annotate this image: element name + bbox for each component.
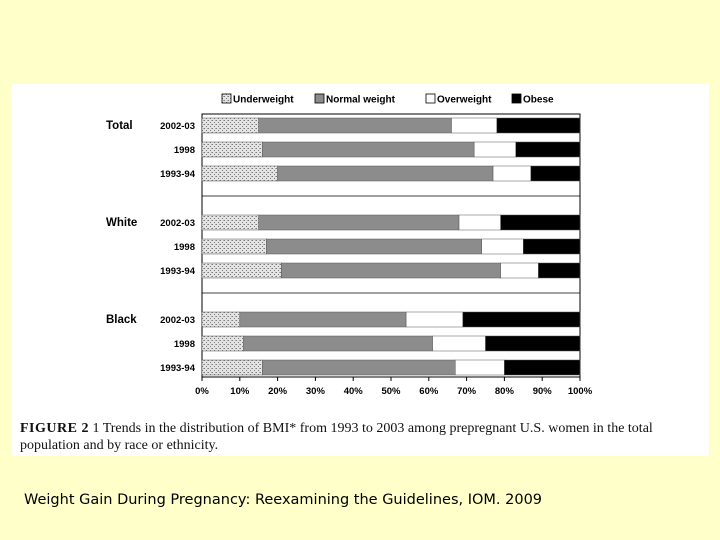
plot-area xyxy=(202,114,580,377)
x-tick-label: 70% xyxy=(457,386,477,397)
legend xyxy=(222,94,554,106)
bar-segment-black-1993-94-underweight xyxy=(202,360,262,375)
legend-label-normal-weight: Normal weight xyxy=(326,94,395,106)
row-label-total-1993-94: 1993-94 xyxy=(160,169,195,180)
bar-segment-total-1993-94-normal-weight xyxy=(278,166,493,181)
bar-segment-black-1998-obese xyxy=(486,336,581,351)
bar-segment-total-1998-normal-weight xyxy=(262,142,474,157)
legend-label-underweight: Underweight xyxy=(233,94,294,106)
bar-segment-white-1993-94-overweight xyxy=(501,263,539,278)
bar-segment-white-1993-94-normal-weight xyxy=(281,263,500,278)
group-label-white: White xyxy=(106,217,138,229)
bar-segment-total-1993-94-overweight xyxy=(493,166,531,181)
bar-segment-white-1998-underweight xyxy=(202,239,266,254)
bar-segment-black-2002-03-obese xyxy=(463,312,580,327)
x-tick-label: 20% xyxy=(268,386,288,397)
bar-segment-white-2002-03-normal-weight xyxy=(259,215,459,230)
figure-caption xyxy=(20,420,700,454)
bar-segment-total-1993-94-obese xyxy=(531,166,580,181)
group-label-black: Black xyxy=(106,314,137,326)
x-tick-label: 100% xyxy=(567,386,593,397)
bar-segment-total-2002-03-normal-weight xyxy=(259,118,452,133)
legend-swatch-underweight xyxy=(222,94,231,103)
bar-segment-white-1998-normal-weight xyxy=(266,239,481,254)
bar-segment-black-1993-94-normal-weight xyxy=(262,360,455,375)
row-label-black-2002-03: 2002-03 xyxy=(160,315,195,326)
caption-text: 1 Trends in the distribution of BMI* from 1993 to 2003 among prepregnant U.S. women in the total population and by race or ethnicity. xyxy=(20,421,653,453)
bar-segment-total-2002-03-obese xyxy=(497,118,580,133)
bar-segment-black-1993-94-overweight xyxy=(455,360,504,375)
x-tick-label: 80% xyxy=(494,386,514,397)
legend-label-obese: Obese xyxy=(523,94,554,106)
bar-segment-total-1998-underweight xyxy=(202,142,262,157)
legend-swatch-obese xyxy=(512,94,521,103)
row-label-black-1993-94: 1993-94 xyxy=(160,363,195,374)
row-label-black-1998: 1998 xyxy=(173,339,195,350)
bar-segment-black-1993-94-obese xyxy=(504,360,580,375)
bar-segment-white-1993-94-underweight xyxy=(202,263,281,278)
x-tick-label: 50% xyxy=(381,386,401,397)
x-tick-label: 30% xyxy=(305,386,325,397)
x-tick-label: 0% xyxy=(195,386,209,397)
legend-swatch-normal-weight xyxy=(315,94,324,103)
bar-segment-total-1998-overweight xyxy=(474,142,516,157)
bar-segment-total-1993-94-underweight xyxy=(202,166,278,181)
bar-segment-white-2002-03-underweight xyxy=(202,215,259,230)
bar-segment-white-1993-94-obese xyxy=(538,263,580,278)
bar-segment-total-1998-obese xyxy=(516,142,580,157)
x-axis xyxy=(195,377,593,397)
legend-label-overweight: Overweight xyxy=(437,94,492,106)
bar-segment-white-1998-overweight xyxy=(482,239,524,254)
bar-segment-black-1998-normal-weight xyxy=(244,336,433,351)
legend-swatch-overweight xyxy=(426,94,435,103)
x-tick-label: 40% xyxy=(343,386,363,397)
x-tick-label: 60% xyxy=(419,386,439,397)
x-tick-label: 10% xyxy=(230,386,250,397)
caption-label: FIGURE 2 xyxy=(20,421,89,436)
row-label-total-1998: 1998 xyxy=(173,145,195,156)
group-label-total: Total xyxy=(106,120,133,132)
source-citation: Weight Gain During Pregnancy: Reexamining the Guidelines, IOM. 2009 xyxy=(24,492,543,508)
bar-segment-white-2002-03-obese xyxy=(501,215,580,230)
bar-segment-total-2002-03-underweight xyxy=(202,118,259,133)
row-labels xyxy=(106,120,196,374)
bar-segment-black-1998-overweight xyxy=(433,336,486,351)
x-tick-label: 90% xyxy=(532,386,552,397)
bar-segment-black-2002-03-normal-weight xyxy=(240,312,406,327)
bar-segment-white-2002-03-overweight xyxy=(459,215,501,230)
row-label-white-1998: 1998 xyxy=(173,242,195,253)
bar-segment-total-2002-03-overweight xyxy=(451,118,496,133)
stacked-bar-chart xyxy=(12,84,709,414)
row-label-white-1993-94: 1993-94 xyxy=(160,266,195,277)
bar-segment-white-1998-obese xyxy=(523,239,580,254)
bar-segment-black-1998-underweight xyxy=(202,336,244,351)
figure-panel xyxy=(12,84,709,456)
bar-segment-black-2002-03-overweight xyxy=(406,312,463,327)
row-label-white-2002-03: 2002-03 xyxy=(160,218,195,229)
row-label-total-2002-03: 2002-03 xyxy=(160,121,195,132)
bar-segment-black-2002-03-underweight xyxy=(202,312,240,327)
